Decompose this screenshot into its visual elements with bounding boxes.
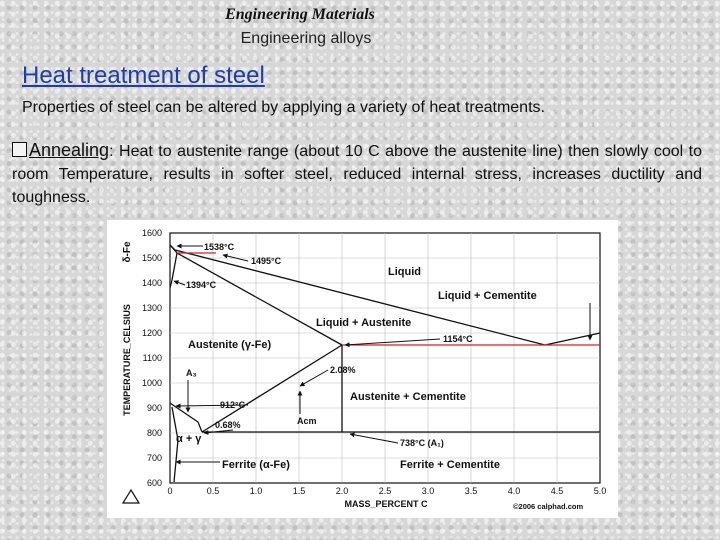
annotation-0.68: 0.68% [215,420,241,430]
label-alpha-gamma: α + γ [176,433,202,445]
y-axis-label: TEMPERATURE_CELSIUS [122,304,132,416]
label-austenite-cementite: Austenite + Cementite [350,391,466,403]
delta-fe-label: δ-Fe [122,241,133,263]
label-austenite: Austenite (γ-Fe) [188,339,272,351]
slide-title: Heat treatment of steel [22,62,265,89]
checkbox-bullet-icon [12,142,27,157]
x-tick-3.0: 3.0 [421,486,435,496]
label-ferrite: Ferrite (α-Fe) [222,459,290,471]
annotation-738: 738°C (A₁) [400,438,444,448]
label-liquid-austenite: Liquid + Austenite [316,317,412,329]
y-tick-1000: 1000 [141,378,162,388]
iron-carbon-phase-diagram [107,220,618,518]
x-tick-2.5: 2.5 [378,486,392,496]
course-title: Engineering Materials [225,6,375,23]
annotation-1538: 1538°C [204,242,235,252]
copyright-text: ©2006 calphad.com [513,502,584,511]
y-tick-600: 600 [146,478,162,488]
annealing-description: : Heat to austenite range (about 10 C above the austenite line) then slowly cool to room Temperature, results in softer steel, reduced internal stress, increases ductility and toughness. [12,143,702,206]
y-tick-1500: 1500 [141,253,162,263]
x-tick-4.0: 4.0 [507,486,521,496]
x-tick-0: 0 [167,486,173,496]
annotation-1154: 1154°C [443,334,473,344]
y-tick-1400: 1400 [141,278,162,288]
x-tick-4.5: 4.5 [550,486,564,496]
x-tick-2.0: 2.0 [335,486,349,496]
y-tick-1200: 1200 [141,328,162,338]
annotation-a3: A₃ [186,368,197,378]
x-tick-5.0: 5.0 [593,486,607,496]
x-axis-label: MASS_PERCENT C [344,499,428,509]
calphad-logo-icon [123,490,139,503]
y-tick-800: 800 [146,428,162,438]
y-tick-900: 900 [146,403,162,413]
intro-text: Properties of steel can be altered by applying a variety of heat treatments. [22,99,545,116]
annotation-912: 912°C [220,400,246,410]
label-liquid: Liquid [388,266,421,278]
y-tick-700: 700 [146,453,162,463]
annotation-1495: 1495°C [251,256,282,266]
annealing-term: Annealing [29,140,110,160]
x-tick-0.5: 0.5 [206,486,220,496]
topic-subtitle: Engineering alloys [240,30,372,47]
y-tick-1600: 1600 [141,228,162,238]
label-liquid-cementite: Liquid + Cementite [438,290,537,302]
annotation-acm: Acm [297,416,317,426]
annealing-bullet [12,139,702,209]
label-ferrite-cementite: Ferrite + Cementite [400,459,500,471]
annotation-1394: 1394°C [186,280,217,290]
y-tick-1100: 1100 [142,353,162,363]
annotation-2.08: 2.08% [330,365,356,375]
y-tick-1300: 1300 [141,303,162,313]
x-tick-1.0: 1.0 [249,486,263,496]
x-tick-1.5: 1.5 [292,486,306,496]
x-tick-3.5: 3.5 [464,486,478,496]
